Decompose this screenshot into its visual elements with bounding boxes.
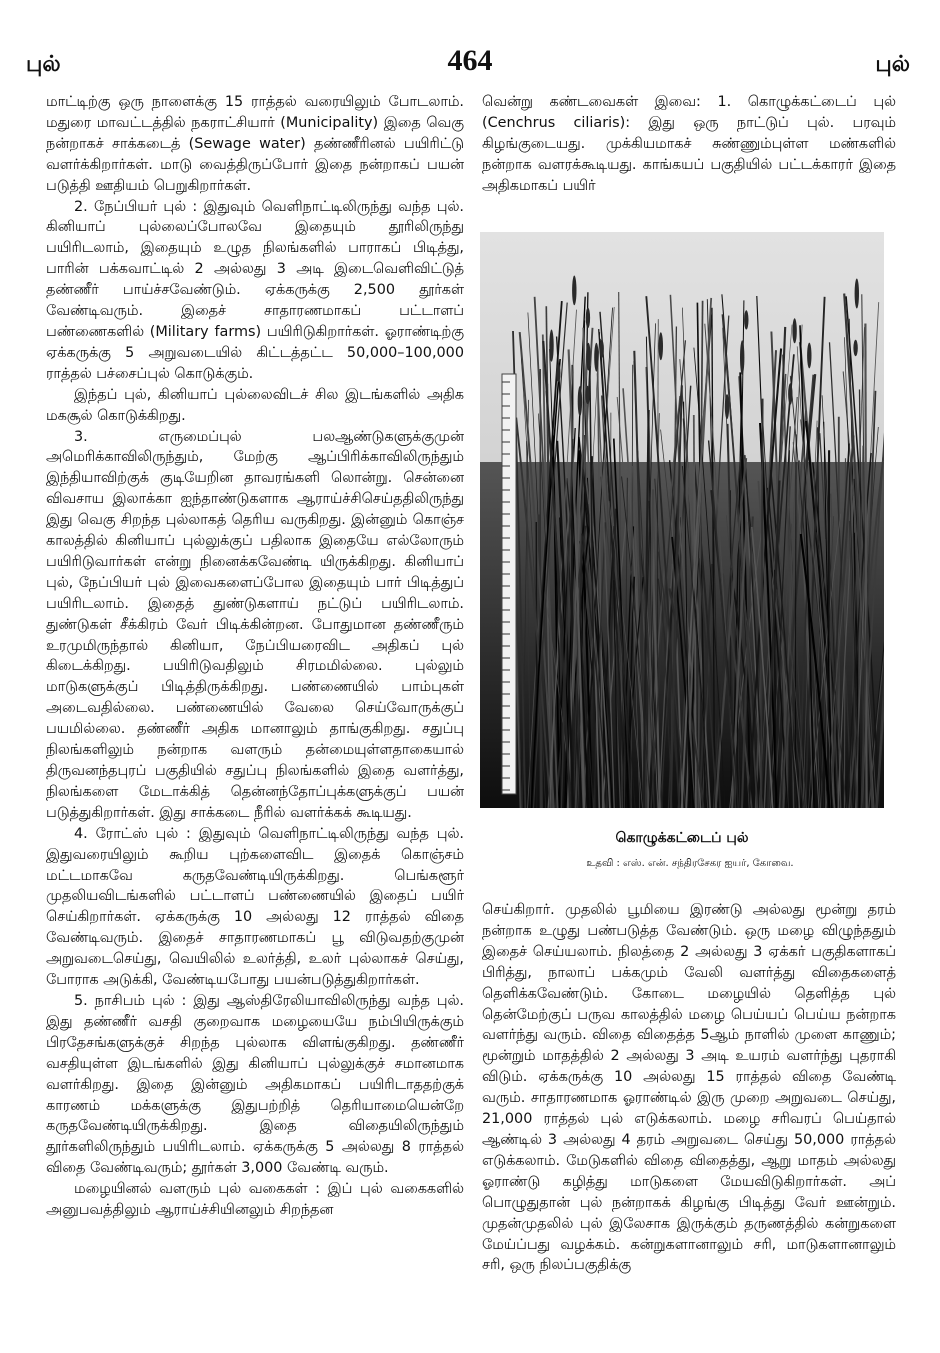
left-column	[46, 92, 464, 1322]
seed-head	[586, 308, 590, 329]
paragraph: இந்தப் புல், கினியாப் புல்லைவிடச் சில இடங்களில் அதிக மகசூல் கொடுக்கிறது.	[46, 386, 464, 424]
seed-head	[853, 340, 857, 356]
page-number: 464	[447, 44, 493, 77]
seed-head	[788, 383, 792, 404]
right-column-bottom	[482, 900, 896, 1320]
seed-head	[725, 394, 729, 419]
grass-blade	[865, 324, 866, 809]
paragraph: செய்கிறார். முதலில் பூமியை இரண்டு அல்லது மூன்று தரம் நன்றாக உழுது பண்படுத்த வேண்டும். ஒரு மழை விழுந்ததும் இதைச் செய்யலாம். நிலத்தை 2 அல்லது 3 ஏக்கர் பகுதிகளாகப் பிரித்து, நாலாப் பக்கமும் வேலி வளர்த்து விதைகளைத் தெளிக்கவேண்டும். கோடை மழையில் தெளித்த புல் தென்மேற்குப் பருவ காலத்தில் மழை பெய்யப் பெய்ய நன்றாக வளர்ந்து வரும். விதை விதைத்த 5ஆம் நாளில் முளை காணும்; மூன்றும் மாதத்தில் 2 அல்லது 3 அடி உயரம் வளர்ந்து புதராகி விடும். ஏக்கருக்கு 10 அல்லது 15 ராத்தல் விதை வேண்டி வரும். சாதாரணமாக ஓராண்டில் இரு முறை அறுவடை செய்து, 21,000 ராத்தல் புல் எடுக்கலாம். மழை சரிவரப் பெய்தால் ஆண்டில் 3 அல்லது 4 தரம் அறுவடை செய்து 50,000 ராத்தல் எடுக்கலாம். மேடுகளில் விதை விதைத்து, ஆறு மாதம் அல்லது ஓராண்டு கழித்து மாடுகளை மேயவிடுகிறார்கள். அப் பொழுதுதான் புல் நன்றாகக் கிழங்கு பிடித்து வேர் ஊன்றும். முதன்முதலில் புல் இலேசாக இருக்கும் தருணத்தில் கன்றுகளை மேய்ப்பது வழக்கம். கன்றுகளானாலும் சரி, மாடுகளானாலும் சரி, ஒரு நிலப்பகுதிக்கு	[482, 902, 896, 1274]
page-header	[0, 0, 940, 90]
paragraph: வென்று கண்டவைகள் இவை: 1. கொழுக்கட்டைப் புல் (Cenchrus ciliaris): இது ஒரு நாட்டுப் புல். பரவும் கிழங்குடையது. முக்கியமாகச் சுண்ணும்புள்ள மண்களில் நன்றாக வளரக்கூடியது. காங்கயப் பகுதியில் பட்டக்காரர் இதை அதிகமாகப் பயிர்	[482, 94, 896, 194]
paragraph: 4. ரோட்ஸ் புல் : இதுவும் வெளிநாட்டிலிருந்து வந்த புல். இதுவரையிலும் கூறிய புற்களைவிட இதைக் கொஞ்சம் மட்டமாகவே கருதவேண்டியிருக்கிறது. பெங்களூர் முதலியவிடங்களில் பட்டாளப் பண்ணையில் இதைப் பயிர் செய்கிறார்கள். ஏக்கருக்கு 10 அல்லது 12 ராத்தல் விதை வேண்டிவரும். இதைச் சாதாரணமாகப் பூ விடுவதற்குமுன் அறுவடைசெய்து, வெயிலில் உலர்த்தி, உலர் புல்லாகச் செய்து, போராக அடுக்கி, வேண்டியபோது பயன்படுத்துகிறார்கள்.	[46, 825, 464, 989]
seed-head	[744, 310, 748, 329]
grass-photo-svg	[480, 232, 884, 808]
seed-head	[578, 386, 582, 416]
seed-head	[586, 343, 590, 371]
running-head-right: புல்	[875, 52, 910, 77]
right-column-top	[482, 92, 896, 214]
seed-head	[600, 340, 604, 358]
seed-head	[740, 340, 744, 374]
seed-head	[659, 332, 663, 360]
paragraph: மாட்டிற்கு ஒரு நாளைக்கு 15 ராத்தல் வரையிலும் போடலாம். மதுரை மாவட்டத்தில் நகராட்சியார் (Municipality) இதை வெகு நன்றாகச் சாக்கடைத் (Sewage water) தண்ணீரினல் பயிரிட்டு வளர்க்கிறார்கள். மாடு வைத்திருப்போர் இதை நன்றாகப் பயன் படுத்தி ஊதியம் பெறுகிறார்கள்.	[46, 94, 464, 194]
paragraph: மழையினல் வளரும் புல் வகைகள் : இப் புல் வகைகளில் அனுபவத்திலும் ஆராய்ச்சியினலும் சிறந்தன	[46, 1181, 464, 1219]
paragraph: 3. எருமைப்புல் பலஆண்டுகளுக்குமுன் அமெரிக்காவிலிருந்தும், மேற்கு ஆப்பிரிக்காவிலிருந்தும் இந்தியாவிற்குக் குடியேறின தாவரங்களி லொன்று. சென்னை விவசாய இலாக்கா ஐந்தாண்டுகளாக ஆராய்ச்சிசெய்ததிலிருந்து இது வெகு சிறந்த புல்லாகத் தெரிய வருகிறது. இன்னும் கொஞ்ச காலத்தில் கினியாப் புல்லுக்குப் பதிலாக இதையே எல்லோரும் பயிரிடுவார்கள் என்று நினைக்கவேண்டி யிருக்கிறது. கினியாப் புல், நேப்பியர் புல் இவைகளைப்போல இதையும் பார் பிடித்துப் பயிரிடலாம். இதைத் துண்டுகளாய் நட்டுப் பயிரிடலாம். துண்டுகள் சீக்கிரம் வேர் பிடிக்கின்றன. போதுமான தண்ணீரும் உரமுமிருந்தால் கினியா, நேப்பியரைவிட அதிகப் புல் கிடைக்கிறது. பயிரிடுவதிலும் சிரமமில்லை. புல்லும் மாடுகளுக்குப் பிடித்திருக்கிறது. பண்ணையில் பாம்புகள் அடைவதில்லை. பண்ணையில் வேலை செய்வோருக்குப் பயமில்லை. தண்ணீர் அதிக மானாலும் தாங்குகிறது. சதுப்பு நிலங்களிலும் நன்றாக வளரும் தன்மையுள்ளதாகையால் திருவனந்தபுரப் பகுதியில் சதுப்பு நிலங்களில் இதை வளர்த்து, நிலங்களை மேடாக்கித் தென்னந்தோப்புக்களுக்குப் பயன் படுத்துகிறார்கள். இது சாக்கடை நீரில் வளர்க்கக் கூடியது.	[46, 428, 464, 821]
seed-head	[556, 364, 560, 382]
measuring-pole	[502, 374, 516, 794]
seed-head	[792, 318, 796, 343]
figure-caption: கொழுக்கட்டைப் புல்	[615, 830, 749, 846]
paragraph: 2. நேப்பியர் புல் : இதுவும் வெளிநாட்டிலிருந்து வந்த புல். கினியாப் புல்லைப்போலவே இதையும் தூரிலிருந்து பயிரிடலாம், இதையும் உழுத நிலங்களில் பாராகப் பிடித்து, பாரின் பக்கவாட்டில் 2 அல்லது 3 அடி இடைவெளிவிட்டுத் தண்ணீர் பாய்ச்சவேண்டும். ஏக்கருக்கு 2,500 தூர்கள் வேண்டிவரும். இதைச் சாதாரணமாகப் பட்டாளப் பண்ணைகளில் (Military farms) பயிரிடுகிறார்கள். ஓராண்டிற்கு ஏக்கருக்கு 5 அறுவடையில் கிட்டத்தட்ட 50,000–100,000 ராத்தல் பச்சைப்புல் கொடுக்கும்.	[46, 198, 464, 382]
seed-head	[807, 343, 811, 369]
running-head-left: புல்	[26, 52, 61, 77]
seed-head	[855, 279, 859, 309]
figure-credit: உதவி : எஸ். என். சந்திரசேகர ஐயர், கோவை.	[586, 858, 794, 869]
seed-head	[594, 343, 598, 372]
paragraph: 5. நாசிபம் புல் : இது ஆஸ்திரேலியாவிலிருந்து வந்த புல். இது தண்ணீர் வசதி குறைவாக மழையையே நம்பியிருக்கும் பிரதேசங்களுக்குச் சிறந்த புல்லாக விளங்குகிறது. தண்ணீர் வசதியுள்ள இடங்களில் இது கினியாப் புல்லுக்குச் சமானமாக வளர்கிறது. இதை இன்னும் அதிகமாகப் பயிரிடாததற்குக் காரணம் மக்களுக்கு இதுபற்றித் தெரியாமையென்றே கருதவேண்டியிருக்கிறது. இதை விதையிலிருந்தும் தூர்களிலிருந்தும் பயிரிடலாம். ஏக்கருக்கு 5 அல்லது 8 ராத்தல் விதை வேண்டிவரும்; தூர்கள் 3,000 வேண்டி வரும்.	[46, 992, 464, 1177]
seed-head	[572, 276, 576, 306]
seed-head	[549, 330, 553, 362]
seed-head	[585, 386, 589, 404]
grass-photograph	[480, 232, 884, 808]
